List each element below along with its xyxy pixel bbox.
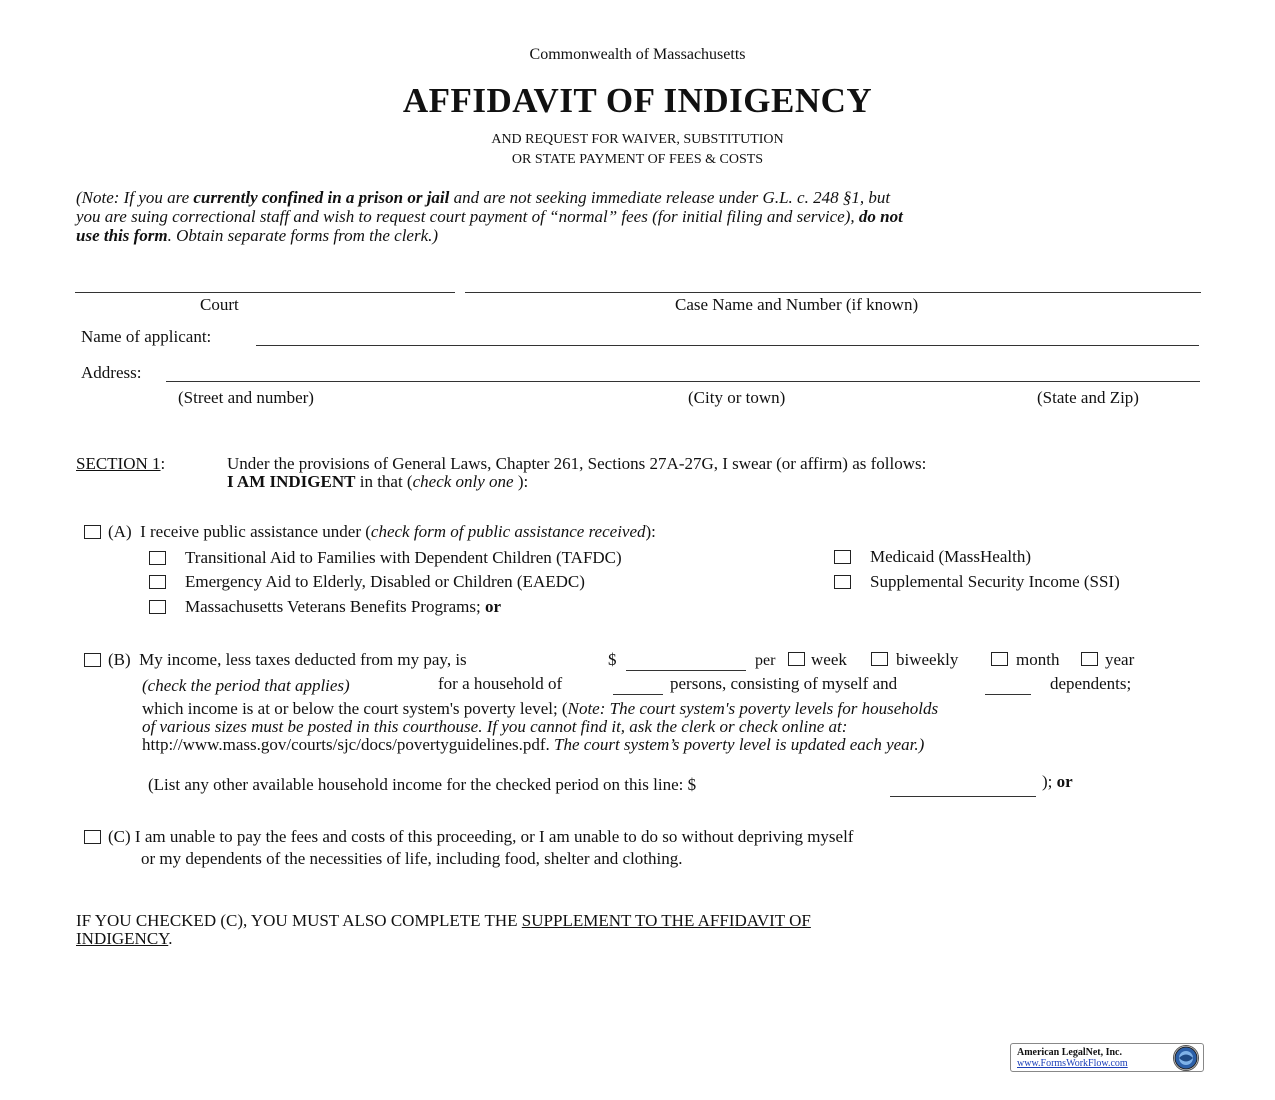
other-income-end	[1042, 772, 1073, 792]
ssi-checkbox[interactable]	[834, 575, 851, 589]
section-1-indigent-line	[227, 472, 528, 492]
month-checkbox[interactable]	[991, 652, 1008, 666]
note-bold-do-not: do not	[858, 207, 903, 226]
option-a-label	[108, 522, 656, 542]
indigent-bold: I AM INDIGENT	[227, 472, 356, 491]
case-label: Case Name and Number (if known)	[675, 295, 919, 314]
other-income-close: );	[1042, 772, 1053, 791]
court-input-line[interactable]	[75, 292, 455, 293]
tafdc-checkbox[interactable]	[149, 551, 166, 565]
poverty-note-end: The court system’s poverty level is updated each year.)	[549, 735, 925, 754]
option-a-or: or	[484, 597, 502, 616]
jurisdiction-heading: Commonwealth of Massachusetts	[529, 46, 746, 63]
applicant-label: Name of applicant:	[81, 327, 212, 346]
veterans-checkbox[interactable]	[149, 600, 166, 614]
supplement-form-link-end[interactable]: INDIGENCY	[76, 929, 169, 948]
note-line-2	[76, 207, 903, 227]
week-checkbox[interactable]	[788, 652, 805, 666]
note-line-3	[76, 226, 438, 246]
supplement-notice-period: .	[168, 929, 173, 948]
applicant-name-field[interactable]	[256, 345, 1199, 346]
period-note: (check the period that applies)	[142, 676, 350, 695]
veterans-text: Massachusetts Veterans Benefits Programs;	[185, 597, 485, 616]
address-field[interactable]	[166, 381, 1200, 382]
court-label: Court	[200, 295, 239, 314]
household-text-2: persons, consisting of myself and	[670, 674, 898, 693]
option-b-letter: (B)	[108, 650, 131, 669]
option-c-line-1	[108, 827, 853, 847]
tafdc-label: Transitional Aid to Families with Dependent Children (TAFDC)	[185, 548, 622, 567]
income-amount-field[interactable]	[626, 670, 746, 671]
month-label: month	[1016, 650, 1060, 669]
poverty-guidelines-url[interactable]: http://www.mass.gov/courts/sjc/docs/povertyguidelines.pdf.	[142, 735, 550, 754]
eaedc-label: Emergency Aid to Elderly, Disabled or Children (EAEDC)	[185, 572, 585, 591]
subtitle-line-1: AND REQUEST FOR WAIVER, SUBSTITUTION	[491, 132, 784, 147]
section-1-intro: Under the provisions of General Laws, Chapter 261, Sections 27A-27G, I swear (or affirm) as follows:	[227, 454, 927, 473]
poverty-line-2: of various sizes must be posted in this courthouse. If you cannot find it, ask the clerk or check online at:	[142, 717, 848, 736]
option-c-letter: (C)	[108, 827, 131, 846]
note-text: (Note: If you are	[76, 188, 194, 207]
option-a-text-end: ):	[645, 522, 656, 541]
eaedc-checkbox[interactable]	[149, 575, 166, 589]
option-c-checkbox[interactable]	[84, 830, 101, 844]
note-text: and are not seeking immediate release under G.L. c. 248 §1, but	[449, 188, 891, 207]
badge-company: American LegalNet, Inc.	[1017, 1047, 1122, 1058]
option-a-text: I receive public assistance under (	[140, 522, 371, 541]
indigent-text-end: ):	[513, 472, 529, 491]
case-input-line[interactable]	[465, 292, 1201, 293]
option-a-letter: (A)	[108, 522, 132, 541]
section-1-colon: :	[160, 454, 166, 473]
option-c-line-2: or my dependents of the necessities of life, including food, shelter and clothing.	[141, 849, 683, 868]
other-income-field[interactable]	[890, 796, 1036, 797]
household-size-field[interactable]	[613, 694, 663, 695]
section-1-heading	[76, 454, 165, 474]
income-dollar-sign: $	[608, 650, 617, 669]
poverty-line-3	[142, 735, 924, 755]
veterans-label	[185, 597, 501, 617]
note-text: you are suing correctional staff and wish to request court payment of “normal” fees (for initial filing and service),	[76, 207, 859, 226]
option-c-text: I am unable to pay the fees and costs of this proceeding, or I am unable to do so without depriving myself	[134, 827, 854, 846]
note-line-1	[76, 188, 890, 208]
supplement-form-link[interactable]: SUPPLEMENT TO THE AFFIDAVIT OF	[521, 911, 811, 930]
option-a-checkbox[interactable]	[84, 525, 101, 539]
note-bold-use-form: use this form	[76, 226, 168, 245]
badge-url[interactable]: www.FormsWorkFlow.com	[1017, 1058, 1128, 1069]
note-text: . Obtain separate forms from the clerk.)	[167, 226, 439, 245]
globe-logo-icon	[1171, 1045, 1201, 1071]
poverty-note: Note: The court system's poverty levels for households	[567, 699, 939, 718]
american-legalnet-badge[interactable]	[1010, 1043, 1204, 1072]
supplement-notice-line-2	[76, 929, 173, 949]
dependents-count-field[interactable]	[985, 694, 1031, 695]
poverty-text: which income is at or below the court system's poverty level; (	[142, 699, 568, 718]
street-label: (Street and number)	[178, 388, 314, 407]
medicaid-label: Medicaid (MassHealth)	[870, 547, 1031, 566]
subtitle-line-2: OR STATE PAYMENT OF FEES & COSTS	[511, 152, 764, 167]
address-label: Address:	[81, 363, 142, 382]
section-1-title: SECTION 1	[76, 454, 161, 473]
supplement-notice-line-1	[76, 911, 811, 931]
poverty-line-1	[142, 699, 938, 719]
year-checkbox[interactable]	[1081, 652, 1098, 666]
ssi-label: Supplemental Security Income (SSI)	[870, 572, 1120, 591]
per-label: per	[755, 652, 776, 669]
option-b-text: My income, less taxes deducted from my pay, is	[139, 650, 467, 669]
medicaid-checkbox[interactable]	[834, 550, 851, 564]
other-income-label: (List any other available household income for the checked period on this line: $	[148, 775, 697, 794]
indigent-text: in that (	[355, 472, 413, 491]
page-title: AFFIDAVIT OF INDIGENCY	[402, 81, 873, 120]
indigent-italic: check only one	[412, 472, 514, 491]
state-zip-label: (State and Zip)	[1037, 388, 1139, 407]
biweekly-checkbox[interactable]	[871, 652, 888, 666]
option-b-checkbox[interactable]	[84, 653, 101, 667]
note-bold-prison: currently confined in a prison or jail	[193, 188, 450, 207]
household-text-3: dependents;	[1050, 674, 1132, 693]
option-a-italic: check form of public assistance received	[370, 522, 646, 541]
week-label: week	[811, 650, 847, 669]
city-label: (City or town)	[688, 388, 786, 407]
option-b-or: or	[1056, 772, 1073, 791]
supplement-notice-text: IF YOU CHECKED (C), YOU MUST ALSO COMPLETE THE	[76, 911, 522, 930]
year-label: year	[1105, 650, 1135, 669]
household-text-1: for a household of	[438, 674, 563, 693]
biweekly-label: biweekly	[896, 650, 959, 669]
option-b-label	[108, 650, 467, 670]
